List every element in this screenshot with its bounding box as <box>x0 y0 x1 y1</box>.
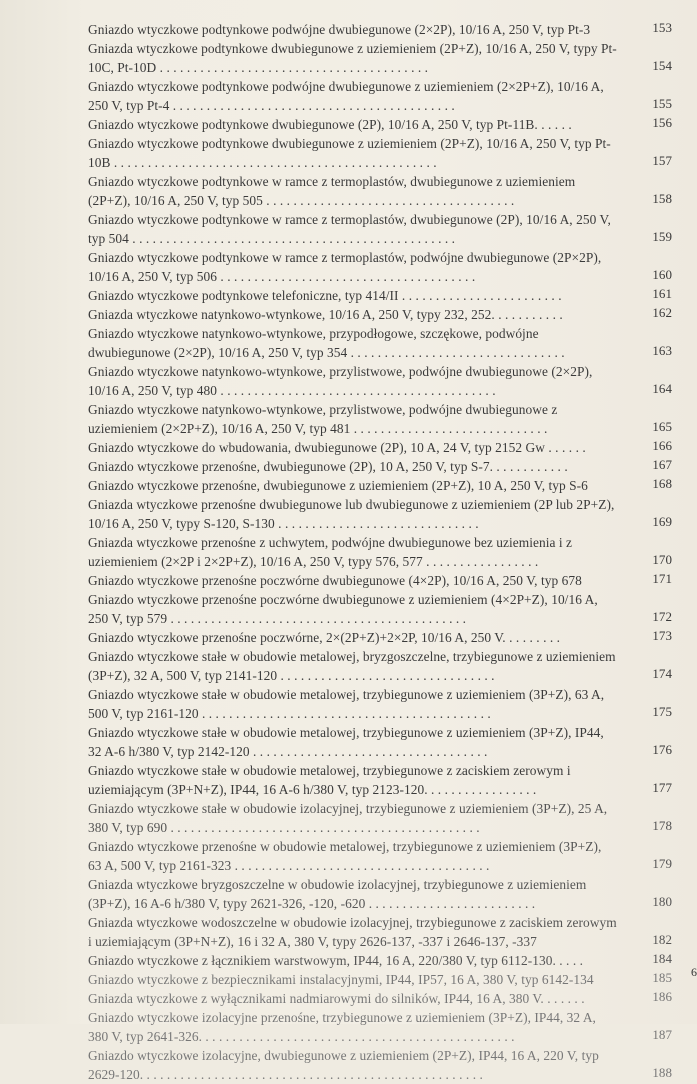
toc-entry-page-number: 187 <box>652 1027 672 1042</box>
toc-entry-title: Gniazdo wtyczkowe stałe w obudowie metalowej, trzybiegunowe z uziemieniem (3P+Z), IP44, 32 A-6 h/380 V, typ 2142-120 . . . . . . . . . . . . . . . . . . . . . . . . . . . . . . . . . . . <box>88 725 604 759</box>
toc-entry <box>88 761 672 799</box>
toc-entry-title: Gniazdo wtyczkowe podtynkowe telefoniczne, typ 414/II . . . . . . . . . . . . . . . . . . . . . . . . <box>88 288 562 303</box>
toc-entry-page-number: 178 <box>652 818 672 833</box>
toc-entry-title: Gniazdo wtyczkowe przenośne w obudowie metalowej, trzybiegunowe z uziemieniem (3P+Z), 63 A, 500 V, typ 2161-323 . . . . . . . . . . . . . . . . . . . . . . . . . . . . . . . . . . . . . . <box>88 839 602 873</box>
toc-entry-title: Gniazdo wtyczkowe natynkowo-wtynkowe, przypodłogowe, szczękowe, podwójne dwubiegunowe (2×2P), 10/16 A, 250 V, typ 354 . . . . . . . . . . . . . . . . . . . . . . . . . . . . . . . . <box>88 326 565 360</box>
toc-entry-title: Gniazdo wtyczkowe izolacyjne, dwubiegunowe z uziemieniem (2P+Z), IP44, 16 A, 220 V, typ 2629-120. . . . . . . . . . . . . . . . . . . . . . . . . . . . . . . . . . . . . . . . . . . . . . . . . . . <box>88 1048 599 1082</box>
toc-entry-title: Gniazdo wtyczkowe natynkowo-wtynkowe, przylistwowe, podwójne dwubiegunowe z uziemieniem (2×2P+Z), 10/16 A, 250 V, typ 481 . . . . . . . . . . . . . . . . . . . . . . . . . . . . . <box>88 402 558 436</box>
toc-entry <box>88 951 672 970</box>
toc-entry <box>88 647 672 685</box>
toc-entry <box>88 438 672 457</box>
toc-entry <box>88 913 672 951</box>
toc-entry-title: Gniazdo wtyczkowe przenośne poczwórne dwubiegunowe z uziemieniem (4×2P+Z), 10/16 A, 250 V, typ 579 . . . . . . . . . . . . . . . . . . . . . . . . . . . . . . . . . . . . . . . . . . . . <box>88 592 598 626</box>
toc-entry-page-number: 156 <box>652 115 672 130</box>
toc-entry-page-number: 184 <box>652 951 672 966</box>
toc-entry-page-number: 174 <box>652 666 672 681</box>
toc-entry-page-number: 177 <box>652 780 672 795</box>
toc-entry-page-number: 167 <box>652 457 672 472</box>
toc-entry-title: Gniazda wtyczkowe wodoszczelne w obudowie izolacyjnej, trzybiegunowe z zaciskiem zerowym i uziemiającym (3P+N+Z), 16 i 32 A, 380 V, typy 2626-137, -337 i 2646-137, -337 <box>88 915 617 949</box>
toc-entry-title: Gniazdo wtyczkowe przenośne poczwórne, 2×(2P+Z)+2×2P, 10/16 A, 250 V. . . . . . . . . <box>88 630 561 645</box>
toc-entry <box>88 533 672 571</box>
toc-entry-page-number: 160 <box>652 267 672 282</box>
toc-entry <box>88 590 672 628</box>
toc-entry-page-number: 180 <box>652 894 672 909</box>
toc-entry <box>88 115 672 134</box>
toc-entry <box>88 400 672 438</box>
toc-entry-title: Gniazda wtyczkowe z wyłącznikami nadmiarowymi do silników, IP44, 16 A, 380 V. . . . . . . <box>88 991 585 1006</box>
toc-entry <box>88 799 672 837</box>
toc-entry-page-number: 162 <box>652 305 672 320</box>
toc-entry-title: Gniazda wtyczkowe przenośne z uchwytem, podwójne dwubiegunowe bez uziemienia i z uziemieniem (2×2P i 2×2P+Z), 10/16 A, 250 V, typy 576, 577 . . . . . . . . . . . . . . . . . <box>88 535 573 569</box>
toc-entry-title: Gniazdo wtyczkowe przenośne poczwórne dwubiegunowe (4×2P), 10/16 A, 250 V, typ 678 <box>88 573 582 588</box>
toc-entry <box>88 723 672 761</box>
toc-entry-page-number: 179 <box>652 856 672 871</box>
toc-entry-page-number: 153 <box>652 20 672 35</box>
toc-entry-page-number: 169 <box>652 514 672 529</box>
toc-entry <box>88 210 672 248</box>
toc-entry-page-number: 168 <box>652 476 672 491</box>
toc-entry-title: Gniazdo wtyczkowe z łącznikiem warstwowym, IP44, 16 A, 220/380 V, typ 6112-130. . . . . <box>88 953 584 968</box>
toc-entry-title: Gniazdo wtyczkowe stałe w obudowie metalowej, trzybiegunowe z zaciskiem zerowym i uziemiającym (3P+N+Z), IP44, 16 A-6 h/380 V, typ 2123-120. . . . . . . . . . . . . . . . . <box>88 763 571 797</box>
toc-entry-page-number: 159 <box>652 229 672 244</box>
toc-entry-title: Gniazdo wtyczkowe natynkowo-wtynkowe, przylistwowe, podwójne dwubiegunowe (2×2P), 10/16 A, 250 V, typ 480 . . . . . . . . . . . . . . . . . . . . . . . . . . . . . . . . . . . . . . . . . <box>88 364 593 398</box>
toc-entry-title: Gniazdo wtyczkowe stałe w obudowie izolacyjnej, trzybiegunowe z uziemieniem (3P+Z), 25 A, 380 V, typ 690 . . . . . . . . . . . . . . . . . . . . . . . . . . . . . . . . . . . . . . . . . . . . . . <box>88 801 608 835</box>
toc-entry <box>88 324 672 362</box>
edge-fragment: 6 <box>691 965 697 979</box>
toc-entry-title: Gniazda wtyczkowe przenośne dwubiegunowe lub dwubiegunowe z uziemieniem (2P lub 2P+Z), 10/16 A, 250 V, typy S-120, S-130 . . . . . . . . . . . . . . . . . . . . . . . . . . . . . . <box>88 497 615 531</box>
toc-entry-title: Gniazdo wtyczkowe podtynkowe w ramce z termoplastów, dwubiegunowe z uziemieniem (2P+Z), 10/16 A, 250 V, typ 505 . . . . . . . . . . . . . . . . . . . . . . . . . . . . . . . . . . . . . <box>88 174 576 208</box>
toc-entry-title: Gniazdo wtyczkowe izolacyjne przenośne, trzybiegunowe z uziemieniem (3P+Z), IP44, 32 A, 380 V, typ 2641-326. . . . . . . . . . . . . . . . . . . . . . . . . . . . . . . . . . . . . . . . . . . . . . . <box>88 1010 596 1044</box>
toc-entry-page-number: 175 <box>652 704 672 719</box>
toc-entry <box>88 628 672 647</box>
toc-entry-page-number: 173 <box>652 628 672 643</box>
toc-entry-page-number: 158 <box>652 191 672 206</box>
toc-entry-title: Gniazdo wtyczkowe podtynkowe w ramce z termoplastów, dwubiegunowe (2P), 10/16 A, 250 V, typ 504 . . . . . . . . . . . . . . . . . . . . . . . . . . . . . . . . . . . . . . . . . . . . . . . . <box>88 212 611 246</box>
toc-entry <box>88 495 672 533</box>
toc-entry-title: Gniazdo wtyczkowe podtynkowe dwubiegunowe (2P), 10/16 A, 250 V, typ Pt-11B. . . . . . <box>88 117 572 132</box>
toc-entry-page-number: 188 <box>652 1065 672 1080</box>
toc-entry-title: Gniazdo wtyczkowe z bezpiecznikami instalacyjnymi, IP44, IP57, 16 A, 380 V, typ 6142-134 <box>88 972 594 987</box>
toc-entry-title: Gniazdo wtyczkowe przenośne, dwubiegunowe z uziemieniem (2P+Z), 10 A, 250 V, typ S-6 <box>88 478 588 493</box>
toc-entry-title: Gniazdo wtyczkowe przenośne, dwubiegunowe (2P), 10 A, 250 V, typ S-7. . . . . . . . . . . . <box>88 459 568 474</box>
toc-entry-page-number: 171 <box>652 571 672 586</box>
toc-entry <box>88 970 672 989</box>
toc-entry <box>88 172 672 210</box>
toc-entry-page-number: 155 <box>652 96 672 111</box>
toc-entry <box>88 20 672 39</box>
toc-entry <box>88 571 672 590</box>
toc-entry-title: Gniazdo wtyczkowe podtynkowe podwójne dwubiegunowe z uziemieniem (2×2P+Z), 10/16 A, 250 V, typ Pt-4 . . . . . . . . . . . . . . . . . . . . . . . . . . . . . . . . . . . . . . . . . . <box>88 79 604 113</box>
toc-entry <box>88 1046 672 1084</box>
toc-entry-title: Gniazdo wtyczkowe podtynkowe podwójne dwubiegunowe (2×2P), 10/16 A, 250 V, typ Pt-3 <box>88 22 591 37</box>
toc-entry-page-number: 172 <box>652 609 672 624</box>
toc-entry-page-number: 161 <box>652 286 672 301</box>
table-of-contents <box>88 20 672 1084</box>
toc-entry <box>88 476 672 495</box>
toc-entry-page-number: 186 <box>652 989 672 1004</box>
toc-entry <box>88 457 672 476</box>
toc-entry-title: Gniazda wtyczkowe natynkowo-wtynkowe, 10/16 A, 250 V, typy 232, 252. . . . . . . . . . . <box>88 307 563 322</box>
toc-entry <box>88 989 672 1008</box>
toc-entry-title: Gniazdo wtyczkowe do wbudowania, dwubiegunowe (2P), 10 A, 24 V, typ 2152 Gw . . . . . . <box>88 440 586 455</box>
toc-entry-page-number: 157 <box>652 153 672 168</box>
toc-entry-page-number: 154 <box>652 58 672 73</box>
toc-entry-page-number: 164 <box>652 381 672 396</box>
toc-entry-page-number: 170 <box>652 552 672 567</box>
toc-entry-title: Gniazdo wtyczkowe podtynkowe dwubiegunowe z uziemieniem (2P+Z), 10/16 A, 250 V, typ Pt-10B . . . . . . . . . . . . . . . . . . . . . . . . . . . . . . . . . . . . . . . . . . . . . . . . <box>88 136 611 170</box>
toc-entry <box>88 1008 672 1046</box>
toc-entry-page-number: 163 <box>652 343 672 358</box>
toc-entry <box>88 248 672 286</box>
toc-entry-page-number: 166 <box>652 438 672 453</box>
toc-entry <box>88 39 672 77</box>
toc-entry-page-number: 182 <box>652 932 672 947</box>
toc-entry <box>88 134 672 172</box>
toc-entry <box>88 837 672 875</box>
toc-entry <box>88 286 672 305</box>
toc-entry-page-number: 185 <box>652 970 672 985</box>
toc-entry-title: Gniazdo wtyczkowe stałe w obudowie metalowej, trzybiegunowe z uziemieniem (3P+Z), 63 A, 500 V, typ 2161-120 . . . . . . . . . . . . . . . . . . . . . . . . . . . . . . . . . . . . . . . . . . . <box>88 687 605 721</box>
toc-entry-title: Gniazdo wtyczkowe stałe w obudowie metalowej, bryzgoszczelne, trzybiegunowe z uziemieniem (3P+Z), 32 A, 500 V, typ 2141-120 . . . . . . . . . . . . . . . . . . . . . . . . . . . . . . . . <box>88 649 616 683</box>
toc-entry <box>88 77 672 115</box>
toc-entry <box>88 685 672 723</box>
toc-entry-title: Gniazdo wtyczkowe podtynkowe w ramce z termoplastów, podwójne dwubiegunowe (2P×2P), 10/16 A, 250 V, typ 506 . . . . . . . . . . . . . . . . . . . . . . . . . . . . . . . . . . . . . . <box>88 250 602 284</box>
toc-entry-title: Gniazda wtyczkowe podtynkowe dwubiegunowe z uziemieniem (2P+Z), 10/16 A, 250 V, typy Pt-10C, Pt-10D . . . . . . . . . . . . . . . . . . . . . . . . . . . . . . . . . . . . . . . . <box>88 41 617 75</box>
toc-entry <box>88 875 672 913</box>
toc-entry-title: Gniazda wtyczkowe bryzgoszczelne w obudowie izolacyjnej, trzybiegunowe z uziemieniem (3P+Z), 16 A-6 h/380 V, typy 2621-326, -120, -620 . . . . . . . . . . . . . . . . . . . . . . . . . <box>88 877 587 911</box>
toc-entry <box>88 305 672 324</box>
toc-entry-page-number: 176 <box>652 742 672 757</box>
toc-entry-page-number: 165 <box>652 419 672 434</box>
toc-entry <box>88 362 672 400</box>
